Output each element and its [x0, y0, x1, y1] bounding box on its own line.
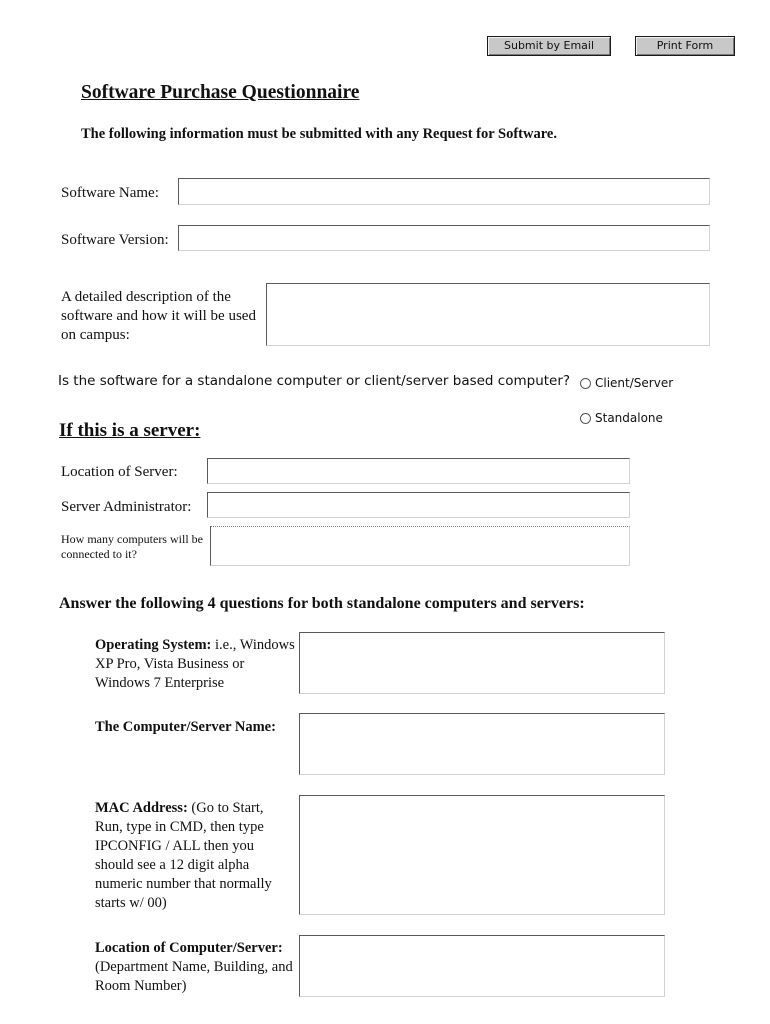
- mac-address-label: [95, 799, 285, 913]
- client-server-radio[interactable]: [580, 376, 673, 390]
- submit-by-email-button[interactable]: Submit by Email: [487, 36, 611, 56]
- server-location-label: Location of Server:: [61, 464, 178, 480]
- server-admin-field[interactable]: [207, 492, 630, 518]
- computer-location-label-rest: (Department Name, Building, and Room Number): [95, 959, 293, 994]
- computer-location-label-bold: Location of Computer/Server:: [95, 940, 283, 956]
- platform-question: Is the software for a standalone computer or client/server based computer?: [58, 373, 571, 389]
- software-version-label: Software Version:: [61, 232, 169, 248]
- radio-circle-icon: [580, 413, 591, 424]
- intro-text: The following information must be submitted with any Request for Software.: [81, 126, 557, 142]
- software-version-field[interactable]: [178, 225, 710, 251]
- mac-address-field[interactable]: [299, 795, 665, 915]
- mac-address-label-rest: (Go to Start, Run, type in CMD, then type IPCONFIG / ALL then you should see a 12 digit alpha numeric number that normally starts w/ 00): [95, 800, 272, 911]
- mac-address-label-bold: MAC Address:: [95, 800, 188, 816]
- operating-system-label: [95, 636, 300, 693]
- connected-computers-label: How many computers will be connected to it?: [61, 532, 203, 561]
- radio-circle-icon: [580, 378, 591, 389]
- computer-name-field[interactable]: [299, 713, 665, 775]
- computer-name-label: The Computer/Server Name:: [95, 719, 276, 735]
- software-name-field[interactable]: [178, 178, 710, 205]
- software-name-label: Software Name:: [61, 185, 159, 201]
- client-server-label: Client/Server: [595, 376, 674, 390]
- server-heading: If this is a server:: [59, 420, 201, 441]
- operating-system-label-rest: i.e., Windows XP Pro, Vista Business or Windows 7 Enterprise: [95, 637, 295, 691]
- standalone-radio[interactable]: [580, 411, 663, 425]
- page-title: Software Purchase Questionnaire: [81, 82, 360, 103]
- operating-system-field[interactable]: [299, 632, 665, 694]
- common-heading: Answer the following 4 questions for both standalone computers and servers:: [59, 595, 585, 612]
- print-form-button[interactable]: Print Form: [635, 36, 735, 56]
- computer-location-label: [95, 939, 300, 996]
- server-location-field[interactable]: [207, 458, 630, 484]
- server-admin-label: Server Administrator:: [61, 499, 192, 515]
- computer-location-field[interactable]: [299, 935, 665, 997]
- description-field[interactable]: [266, 283, 710, 346]
- standalone-label: Standalone: [595, 411, 663, 425]
- connected-computers-field[interactable]: [210, 526, 630, 566]
- operating-system-label-bold: Operating System:: [95, 637, 212, 653]
- description-label: A detailed description of the software and how it will be used on campus:: [61, 289, 256, 343]
